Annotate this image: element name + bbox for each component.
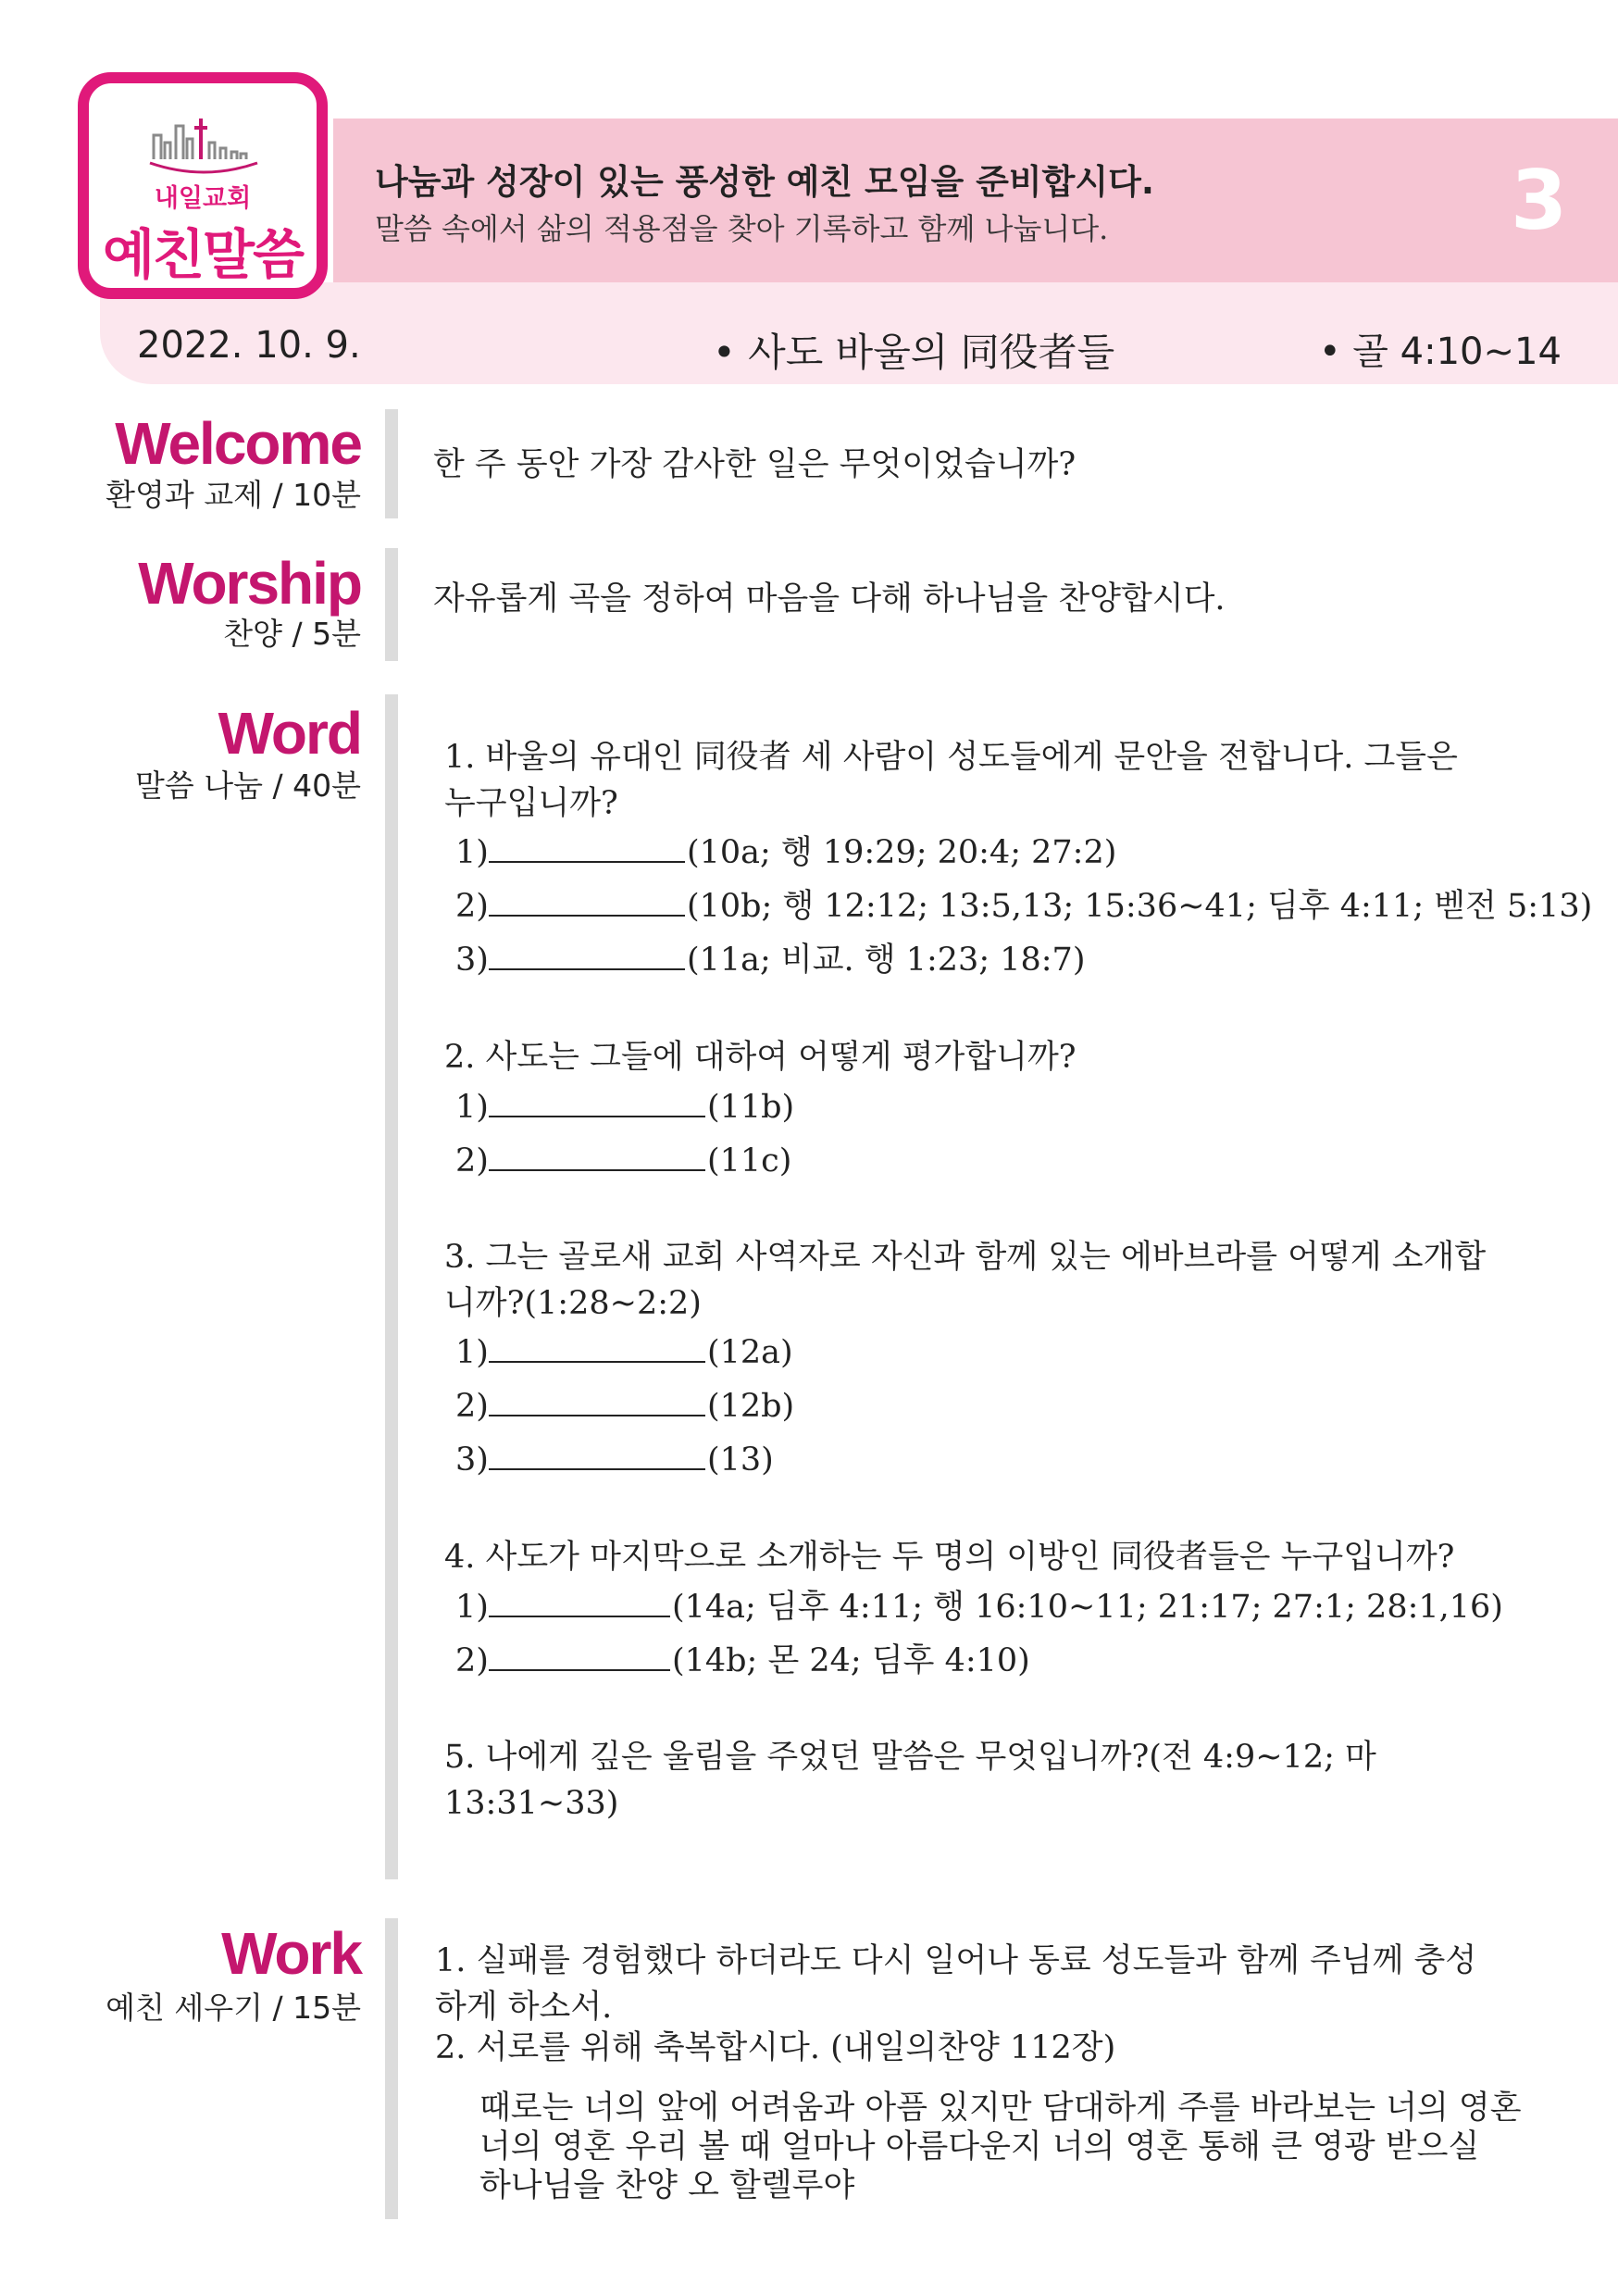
- answer-blank[interactable]: [489, 1088, 705, 1117]
- answer-label: 1): [455, 1334, 489, 1371]
- answer-blank[interactable]: [489, 1333, 705, 1363]
- answer-4-2: [455, 1641, 1030, 1678]
- worship-divider: [385, 548, 398, 661]
- answer-label: 3): [455, 1441, 489, 1479]
- answer-label: 1): [455, 1589, 489, 1626]
- answer-1-3: [455, 941, 1085, 977]
- answer-reference: (11a; 비교. 행 1:23; 18:7): [686, 942, 1086, 979]
- scripture-reference: • 골 4:10~14: [1319, 331, 1562, 373]
- answer-3-3: [455, 1441, 774, 1477]
- answer-2-2: [455, 1142, 791, 1178]
- worship-text: 자유롭게 곡을 정하여 마음을 다해 하나님을 찬양합시다.: [433, 580, 1226, 618]
- word-title: Word: [218, 700, 361, 767]
- answer-3-1: [455, 1333, 793, 1369]
- welcome-title: Welcome: [115, 410, 361, 477]
- answer-blank[interactable]: [489, 941, 685, 970]
- answer-blank[interactable]: [489, 833, 685, 863]
- question-4: 4. 사도가 마지막으로 소개하는 두 명의 이방인 同役者들은 누구입니까?: [444, 1539, 1455, 1576]
- word-subtitle: 말씀 나눔 / 40분: [135, 767, 361, 804]
- answer-reference: (12b): [706, 1388, 795, 1425]
- answer-label: 1): [455, 1089, 489, 1126]
- lyrics-line: 너의 영혼 우리 볼 때 얼마나 아름다운지 너의 영혼 통해 큰 영광 받으실: [479, 2128, 1480, 2165]
- answer-reference: (14a; 딤후 4:11; 행 16:10~11; 21:17; 27:1; 28:1,16): [671, 1589, 1503, 1626]
- answer-reference: (11b): [706, 1089, 795, 1126]
- work-title: Work: [221, 1920, 361, 1987]
- topic: • 사도 바울의 同役者들: [713, 330, 1115, 375]
- answer-blank[interactable]: [489, 1387, 705, 1416]
- answer-reference: (10b; 행 12:12; 13:5,13; 15:36~41; 딤후 4:11; 벧전 5:13): [686, 888, 1593, 925]
- header-headline: 나눔과 성장이 있는 풍성한 예친 모임을 준비합시다.: [375, 162, 1154, 202]
- answer-reference: (10a; 행 19:29; 20:4; 27:2): [686, 834, 1117, 871]
- question-1: 1. 바울의 유대인 同役者 세 사람이 성도들에게 문안을 전합니다. 그들은 누구입니까?: [444, 739, 1458, 822]
- answer-1-1: [455, 833, 1116, 869]
- answer-label: 2): [455, 888, 489, 925]
- work-subtitle: 예친 세우기 / 15분: [106, 1990, 361, 2026]
- answer-1-2: [455, 887, 1592, 923]
- answer-blank[interactable]: [489, 887, 685, 917]
- answer-label: 1): [455, 834, 489, 871]
- welcome-subtitle: 환영과 교제 / 10분: [106, 477, 361, 513]
- logo-box: [78, 72, 328, 299]
- welcome-text: 한 주 동안 가장 감사한 일은 무엇이었습니까?: [433, 446, 1077, 483]
- church-skyline-icon: [148, 115, 259, 180]
- question-5: 5. 나에게 깊은 울림을 주었던 말씀은 무엇입니까?(전 4:9~12; 마 13:31~33): [444, 1739, 1376, 1822]
- hymn-lyrics: [479, 2089, 1590, 2205]
- answer-reference: (11c): [706, 1142, 792, 1179]
- word-divider: [385, 694, 398, 1879]
- lyrics-line: 때로는 너의 앞에 어려움과 아픔 있지만 담대하게 주를 바라보는 너의 영혼: [479, 2090, 1522, 2127]
- answer-blank[interactable]: [489, 1588, 670, 1617]
- answer-blank[interactable]: [489, 1641, 670, 1671]
- logo-title: 예친말씀: [102, 223, 304, 286]
- answer-4-1: [455, 1588, 1503, 1624]
- answer-label: 2): [455, 1642, 489, 1679]
- answer-2-1: [455, 1088, 794, 1124]
- work-divider: [385, 1918, 398, 2219]
- header-subline: 말씀 속에서 삶의 적용점을 찾아 기록하고 함께 나눕니다.: [375, 211, 1109, 246]
- question-3: 3. 그는 골로새 교회 사역자로 자신과 함께 있는 에바브라를 어떻게 소개합니까?(1:28~2:2): [444, 1239, 1487, 1322]
- answer-blank[interactable]: [489, 1142, 705, 1171]
- answer-label: 2): [455, 1388, 489, 1425]
- answer-3-2: [455, 1387, 794, 1423]
- page-number: 3: [1511, 153, 1568, 248]
- work-item-2: 2. 서로를 위해 축복합시다. (내일의찬양 112장): [435, 2029, 1116, 2066]
- answer-reference: (14b; 몬 24; 딤후 4:10): [671, 1642, 1030, 1679]
- work-item-1: 1. 실패를 경험했다 하더라도 다시 일어나 동료 성도들과 함께 주님께 충성하게 하소서.: [435, 1942, 1477, 2026]
- lyrics-line: 하나님을 찬양 오 할렐루야: [479, 2167, 855, 2204]
- answer-reference: (12a): [706, 1334, 793, 1371]
- answer-blank[interactable]: [489, 1441, 705, 1470]
- logo-church-name: 내일교회: [154, 184, 252, 213]
- answer-label: 2): [455, 1142, 489, 1179]
- date: 2022. 10. 9.: [137, 324, 361, 367]
- answer-reference: (13): [706, 1441, 774, 1479]
- question-2: 2. 사도는 그들에 대하여 어떻게 평가합니까?: [444, 1039, 1077, 1076]
- worship-title: Worship: [138, 550, 361, 617]
- answer-label: 3): [455, 942, 489, 979]
- worship-subtitle: 찬양 / 5분: [223, 616, 361, 652]
- welcome-divider: [385, 409, 398, 518]
